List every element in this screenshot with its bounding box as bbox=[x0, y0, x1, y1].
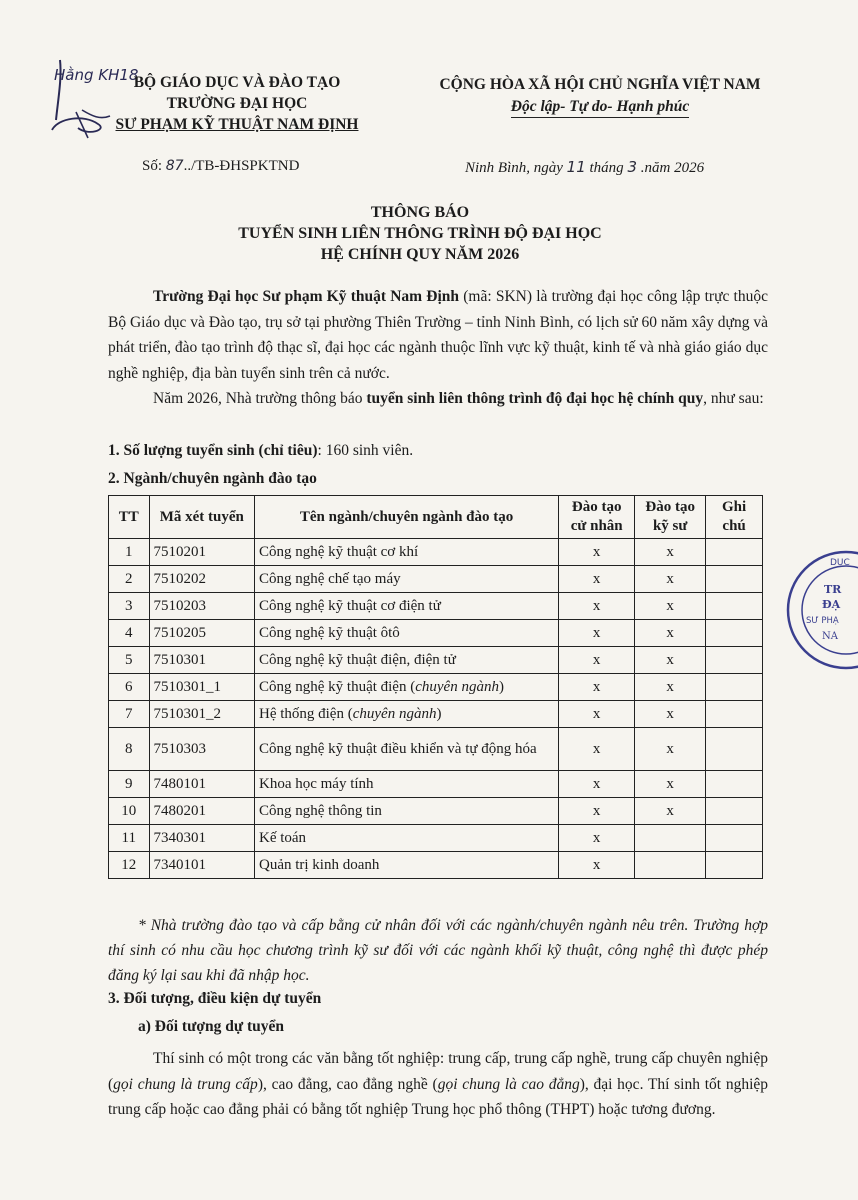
table-cell bbox=[706, 674, 763, 701]
intro-paragraph: Trường Đại học Sư phạm Kỹ thuật Nam Định (mã: SKN) là trường đại học công lập trực thuộc Bộ Giáo dục và Đào tạo, trụ sở tại phường Thiên Trường – tỉnh Ninh Bình, có lịch sử 60 năm xây dựng và phát triển, đào tạo trình độ thạc sĩ, đại học các ngành thuộc lĩnh vực kỹ thuật, kinh tế và nhà giáo giáo dục nghề nghiệp, địa bàn tuyển sinh trên cả nước. Năm 2026, Nhà trường thông báo tuyển sinh liên thông trình độ đại học hệ chính quy, như sau: bbox=[108, 288, 768, 407]
section-3a-paragraph: Thí sinh có một trong các văn bằng tốt nghiệp: trung cấp, trung cấp nghề, trung cấp chuyên nghiệp (gọi chung là trung cấp), cao đẳng, cao đẳng nghề (gọi chung là cao đẳng), đại học. Thí sinh tốt nghiệp trung cấp hoặc cao đẳng phải có bằng tốt nghiệp Trung học phổ thông (THPT) hoặc tương đương. bbox=[108, 1050, 769, 1118]
table-cell: Công nghệ thông tin bbox=[254, 798, 558, 825]
republic-title: CỘNG HÒA XÃ HỘI CHỦ NGHĨA VIỆT NAM bbox=[439, 76, 761, 93]
table-cell: x bbox=[559, 852, 635, 879]
table-cell: x bbox=[559, 647, 635, 674]
document-number-handwritten: 87 bbox=[165, 158, 184, 174]
national-motto: Độc lập- Tự do- Hạnh phúc bbox=[511, 98, 690, 118]
table-cell: x bbox=[635, 674, 706, 701]
table-cell: 7480201 bbox=[149, 798, 254, 825]
table-row bbox=[109, 620, 763, 647]
table-cell: 7510301 bbox=[149, 647, 254, 674]
table-row bbox=[109, 728, 763, 771]
table-cell: Hệ thống điện (chuyên ngành) bbox=[254, 701, 558, 728]
section-1: 1. Số lượng tuyển sinh (chỉ tiêu): 160 sinh viên. bbox=[108, 442, 414, 459]
table-row bbox=[109, 825, 763, 852]
table-row bbox=[109, 674, 763, 701]
table-cell: 7340101 bbox=[149, 852, 254, 879]
table-cell bbox=[706, 728, 763, 771]
section-2-heading: 2. Ngành/chuyên ngành đào tạo bbox=[108, 470, 317, 487]
table-row bbox=[109, 593, 763, 620]
table-header-row: TT Mã xét tuyển Tên ngành/chuyên ngành đào tạo Đào tạo cử nhân Đào tạo kỹ sư Ghi chú bbox=[109, 496, 763, 539]
table-cell bbox=[706, 825, 763, 852]
table-footnote: * Nhà trường đào tạo và cấp bằng cử nhân đối với các ngành/chuyên ngành nêu trên. Trường hợp thí sinh có nhu cầu học chương trình kỹ sư đối với các ngành khối kỹ thuật, công nghệ thì được phép đăng ký lại sau khi đã nhập học. bbox=[108, 917, 768, 984]
table-cell: Công nghệ chế tạo máy bbox=[254, 566, 558, 593]
table-cell: 7340301 bbox=[149, 825, 254, 852]
table-cell: Khoa học máy tính bbox=[254, 771, 558, 798]
table-cell: Công nghệ kỹ thuật ôtô bbox=[254, 620, 558, 647]
table-cell: 9 bbox=[109, 771, 150, 798]
document-number: Số: 87../TB-ĐHSPKTND bbox=[142, 158, 300, 174]
table-cell bbox=[706, 701, 763, 728]
table-cell bbox=[706, 620, 763, 647]
table-cell: x bbox=[559, 593, 635, 620]
table-cell: x bbox=[559, 771, 635, 798]
table-cell bbox=[706, 852, 763, 879]
table-row bbox=[109, 701, 763, 728]
svg-text:NA: NA bbox=[822, 631, 838, 642]
table-cell: x bbox=[559, 798, 635, 825]
table-cell: Công nghệ kỹ thuật cơ khí bbox=[254, 539, 558, 566]
table-cell: x bbox=[559, 539, 635, 566]
table-row bbox=[109, 798, 763, 825]
table-cell bbox=[706, 647, 763, 674]
school-seal bbox=[778, 545, 858, 675]
program-table bbox=[108, 495, 763, 879]
table-cell: x bbox=[635, 566, 706, 593]
table-cell: 7 bbox=[109, 701, 150, 728]
school-full-name: Trường Đại học Sư phạm Kỹ thuật Nam Định bbox=[153, 288, 460, 305]
table-cell: 7510203 bbox=[149, 593, 254, 620]
table-cell: x bbox=[559, 674, 635, 701]
svg-text:ĐẠ: ĐẠ bbox=[822, 598, 841, 611]
table-cell: 7510201 bbox=[149, 539, 254, 566]
table-row bbox=[109, 852, 763, 879]
table-cell: 8 bbox=[109, 728, 150, 771]
table-cell: x bbox=[635, 728, 706, 771]
table-cell: 10 bbox=[109, 798, 150, 825]
table-cell: x bbox=[559, 825, 635, 852]
table-cell: x bbox=[635, 539, 706, 566]
table-cell: 7510301_1 bbox=[149, 674, 254, 701]
table-cell: 4 bbox=[109, 620, 150, 647]
handwriting-text: Hằng KH18 bbox=[54, 66, 139, 84]
table-cell: 11 bbox=[109, 825, 150, 852]
table-cell: 2 bbox=[109, 566, 150, 593]
table-cell: x bbox=[559, 728, 635, 771]
table-cell: Công nghệ kỹ thuật điện, điện tử bbox=[254, 647, 558, 674]
school-name-line2: SƯ PHẠM KỸ THUẬT NAM ĐỊNH bbox=[115, 116, 359, 133]
table-cell: x bbox=[635, 701, 706, 728]
table-cell: 7510202 bbox=[149, 566, 254, 593]
table-cell bbox=[635, 825, 706, 852]
table-cell: x bbox=[635, 647, 706, 674]
table-cell: 7510205 bbox=[149, 620, 254, 647]
table-cell: x bbox=[559, 566, 635, 593]
table-cell bbox=[706, 798, 763, 825]
table-cell: 1 bbox=[109, 539, 150, 566]
national-header bbox=[400, 74, 800, 118]
table-row bbox=[109, 771, 763, 798]
table-cell: 7480101 bbox=[149, 771, 254, 798]
table-cell: x bbox=[635, 798, 706, 825]
table-row bbox=[109, 566, 763, 593]
table-cell bbox=[706, 539, 763, 566]
table-cell: Công nghệ kỹ thuật điện (chuyên ngành) bbox=[254, 674, 558, 701]
issue-date: Ninh Bình, ngày 11 tháng 3 .năm 2026 bbox=[465, 158, 705, 176]
table-cell bbox=[706, 566, 763, 593]
section-3a-heading: a) Đối tượng dự tuyển bbox=[138, 1018, 285, 1035]
table-cell: Kế toán bbox=[254, 825, 558, 852]
table-cell: 7510301_2 bbox=[149, 701, 254, 728]
table-cell: x bbox=[635, 620, 706, 647]
section-3-heading: 3. Đối tượng, điều kiện dự tuyển bbox=[108, 990, 322, 1007]
table-cell: Quản trị kinh doanh bbox=[254, 852, 558, 879]
table-cell bbox=[706, 593, 763, 620]
table-row bbox=[109, 647, 763, 674]
table-cell: x bbox=[559, 701, 635, 728]
table-cell bbox=[706, 771, 763, 798]
svg-text:SƯ PHẠ: SƯ PHẠ bbox=[806, 616, 839, 626]
table-cell: 6 bbox=[109, 674, 150, 701]
table-cell: Công nghệ kỹ thuật điều khiển và tự động hóa bbox=[254, 728, 558, 771]
table-cell: x bbox=[635, 593, 706, 620]
table-cell: 12 bbox=[109, 852, 150, 879]
ministry-name: BỘ GIÁO DỤC VÀ ĐÀO TẠO bbox=[133, 74, 341, 91]
table-row bbox=[109, 539, 763, 566]
table-cell: 3 bbox=[109, 593, 150, 620]
table-cell: x bbox=[559, 620, 635, 647]
table-cell: Công nghệ kỹ thuật cơ điện tử bbox=[254, 593, 558, 620]
seal-ring-text: DỤC bbox=[830, 558, 850, 568]
table-cell: 7510303 bbox=[149, 728, 254, 771]
table-cell: 5 bbox=[109, 647, 150, 674]
document-title: THÔNG BÁO TUYỂN SINH LIÊN THÔNG TRÌNH ĐỘ ĐẠI HỌC HỆ CHÍNH QUY NĂM 2026 bbox=[238, 204, 602, 263]
school-name-line1: TRƯỜNG ĐẠI HỌC bbox=[166, 95, 308, 112]
issuer-block bbox=[92, 72, 382, 135]
table-cell bbox=[635, 852, 706, 879]
svg-text:TR: TR bbox=[824, 583, 842, 596]
table-cell: x bbox=[635, 771, 706, 798]
